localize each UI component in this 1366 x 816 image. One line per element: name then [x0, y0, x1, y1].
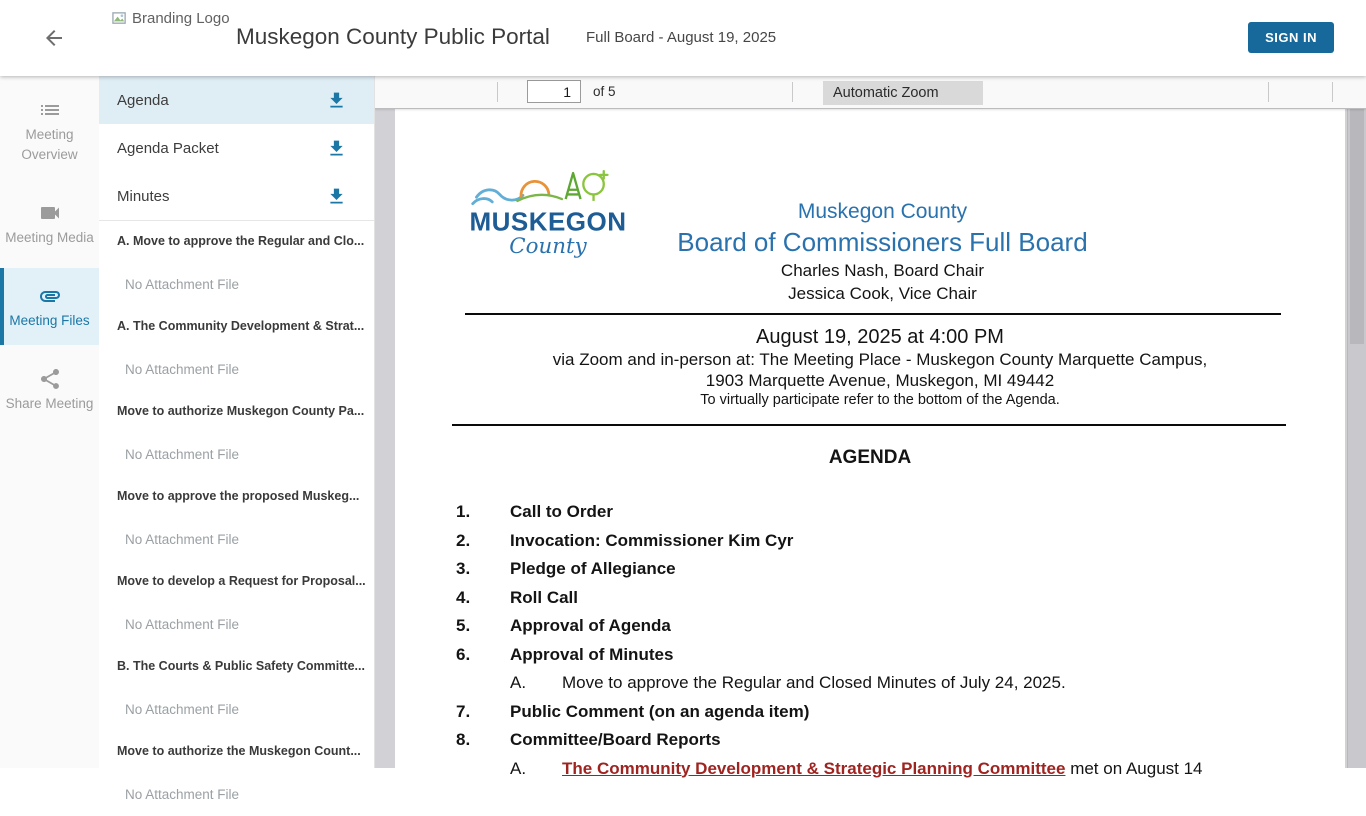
- pdf-toolbar: [375, 76, 1366, 109]
- agenda-item: [395, 612, 1345, 641]
- pdf-scrollbar-thumb[interactable]: [1350, 109, 1364, 344]
- agenda-item-number: 7.: [456, 701, 471, 721]
- pdf-viewer: [375, 76, 1366, 778]
- agenda-item-number: 8.: [456, 730, 471, 749]
- file-list-item[interactable]: [99, 221, 374, 306]
- file-tab[interactable]: [99, 76, 374, 124]
- back-arrow-icon[interactable]: [42, 26, 66, 50]
- file-title: Move to authorize the Muskegon Count...: [117, 744, 361, 758]
- doc-participate-note: To virtually participate refer to the bottom of the Agenda.: [700, 392, 1060, 408]
- pdf-canvas-area: [375, 109, 1366, 778]
- file-list-item[interactable]: [99, 306, 374, 391]
- doc-chair-line: Charles Nash, Board Chair: [780, 261, 985, 280]
- file-note: No Attachment File: [125, 787, 240, 802]
- doc-org-title: Muskegon County: [797, 200, 968, 223]
- sidebar-item-label: Share Meeting: [5, 396, 94, 411]
- agenda-item: [395, 498, 1345, 527]
- left-nav-rail: [0, 76, 99, 768]
- agenda-item-number: 5.: [456, 616, 471, 635]
- share-icon: [38, 367, 62, 391]
- toolbar-divider: [792, 82, 793, 102]
- file-tabs: [99, 76, 374, 220]
- agenda-item-number: 6.: [456, 644, 471, 664]
- toolbar-divider: [1332, 82, 1333, 102]
- agenda-item-text: Pledge of Allegiance: [510, 559, 676, 578]
- file-title: A. The Community Development & Strat...: [117, 319, 365, 333]
- file-tab[interactable]: [99, 124, 374, 172]
- file-tab-label: Agenda Packet: [117, 139, 219, 157]
- file-tab[interactable]: [99, 172, 374, 220]
- file-list-item[interactable]: [99, 731, 374, 816]
- file-note: No Attachment File: [125, 532, 240, 547]
- paperclip-icon: [38, 284, 62, 308]
- doc-meeting-info: [455, 315, 1305, 424]
- agenda-item-number: 4.: [456, 587, 471, 607]
- file-note: No Attachment File: [125, 447, 240, 462]
- doc-location-line1: via Zoom and in-person at: The Meeting Place - Muskegon County Marquette Campus,: [552, 350, 1208, 369]
- doc-board-title: Board of Commissioners Full Board: [677, 227, 1088, 257]
- sidebar-item-meeting-files[interactable]: [0, 268, 99, 345]
- document-page: [395, 109, 1345, 809]
- page-number-input[interactable]: [527, 80, 581, 103]
- file-title: Move to approve the proposed Muskeg...: [117, 489, 360, 503]
- agenda-item: [395, 726, 1345, 755]
- zoom-level-label: Automatic Zoom: [833, 85, 939, 101]
- committee-report-link[interactable]: The Community Development & Strategic Planning Committee: [562, 758, 1066, 778]
- agenda-item: [395, 527, 1345, 556]
- download-icon[interactable]: [326, 90, 347, 111]
- sidebar-item-share-meeting[interactable]: [0, 351, 99, 428]
- meeting-files-panel: [99, 76, 375, 802]
- download-icon[interactable]: [326, 186, 347, 207]
- sidebar-item-label: Meeting Files: [9, 313, 90, 328]
- pdf-scrollbar[interactable]: [1347, 109, 1366, 768]
- file-tab-label: Agenda: [117, 91, 169, 109]
- committee-report-rest: met on August 14: [1065, 758, 1203, 778]
- videocam-icon: [38, 201, 62, 225]
- file-title: Move to develop a Request for Proposal...: [117, 574, 366, 588]
- page-title: Muskegon County Public Portal: [236, 24, 550, 49]
- file-note: No Attachment File: [125, 362, 240, 377]
- sidebar-item-meeting-media[interactable]: [0, 185, 99, 262]
- file-list-item[interactable]: [99, 391, 374, 476]
- doc-datetime: August 19, 2025 at 4:00 PM: [756, 326, 1004, 348]
- agenda-item-text: Roll Call: [510, 587, 579, 607]
- list-icon: [38, 98, 62, 122]
- file-list-item[interactable]: [99, 476, 374, 561]
- agenda-item: [395, 641, 1345, 670]
- sign-in-button[interactable]: SIGN IN: [1248, 22, 1334, 53]
- agenda-item: [395, 555, 1345, 584]
- document-header: [395, 109, 1345, 313]
- broken-image-icon: [112, 11, 127, 26]
- svg-text:County: County: [509, 233, 587, 259]
- agenda-item-number: 3.: [456, 559, 471, 578]
- toolbar-divider: [1268, 82, 1269, 102]
- doc-location-line2: 1903 Marquette Avenue, Muskegon, MI 49442: [705, 371, 1055, 390]
- doc-vice-chair-line: Jessica Cook, Vice Chair: [788, 284, 977, 303]
- meeting-subtitle: Full Board - August 19, 2025: [586, 29, 777, 46]
- page-count-label: of 5: [593, 84, 616, 99]
- agenda-item-number: 2.: [456, 530, 471, 550]
- top-header: [0, 0, 1366, 76]
- agenda-item: [395, 698, 1345, 727]
- branding-logo: [112, 10, 230, 27]
- agenda-item-text: Approval of Minutes: [510, 644, 674, 664]
- file-title: Move to authorize Muskegon County Pa...: [117, 404, 365, 418]
- file-list-item[interactable]: [99, 646, 374, 731]
- divider: [452, 424, 1286, 426]
- toolbar-divider: [497, 82, 498, 102]
- file-note: No Attachment File: [125, 277, 240, 292]
- sidebar-item-label: Meeting Media: [5, 230, 94, 245]
- agenda-sub-item: A. Move to approve the Regular and Closed Minutes of July 24, 2025.: [510, 673, 1066, 692]
- doc-agenda-list: [395, 498, 1345, 783]
- agenda-item: [395, 584, 1345, 613]
- doc-agenda-heading: AGENDA: [828, 447, 912, 468]
- sidebar-item-meeting-overview[interactable]: [0, 82, 99, 179]
- agenda-item-text: Invocation: Commissioner Kim Cyr: [510, 530, 794, 550]
- agenda-item-text: Approval of Agenda: [510, 616, 671, 635]
- agenda-item-text: Public Comment (on an agenda item): [510, 701, 810, 721]
- file-title: A. Move to approve the Regular and Clo...: [117, 234, 365, 248]
- agenda-item-number: 1.: [456, 502, 471, 521]
- agenda-sub-item-committee: A. The Community Development & Strategic Planning Committee met on August 14: [510, 758, 1203, 778]
- file-list: [99, 221, 374, 816]
- agenda-item-text: Call to Order: [510, 502, 613, 521]
- branding-alt-text: Branding Logo: [132, 10, 230, 27]
- agenda-item-text: Committee/Board Reports: [510, 730, 721, 749]
- svg-text:MUSKEGON: MUSKEGON: [469, 206, 627, 237]
- file-note: No Attachment File: [125, 702, 240, 717]
- file-note: No Attachment File: [125, 617, 240, 632]
- zoom-level-select[interactable]: [823, 81, 983, 105]
- file-list-item[interactable]: [99, 561, 374, 646]
- file-tab-label: Minutes: [117, 187, 170, 205]
- file-title: B. The Courts & Public Safety Committe...: [117, 659, 365, 673]
- sidebar-item-label: Meeting Overview: [21, 127, 78, 162]
- download-icon[interactable]: [326, 138, 347, 159]
